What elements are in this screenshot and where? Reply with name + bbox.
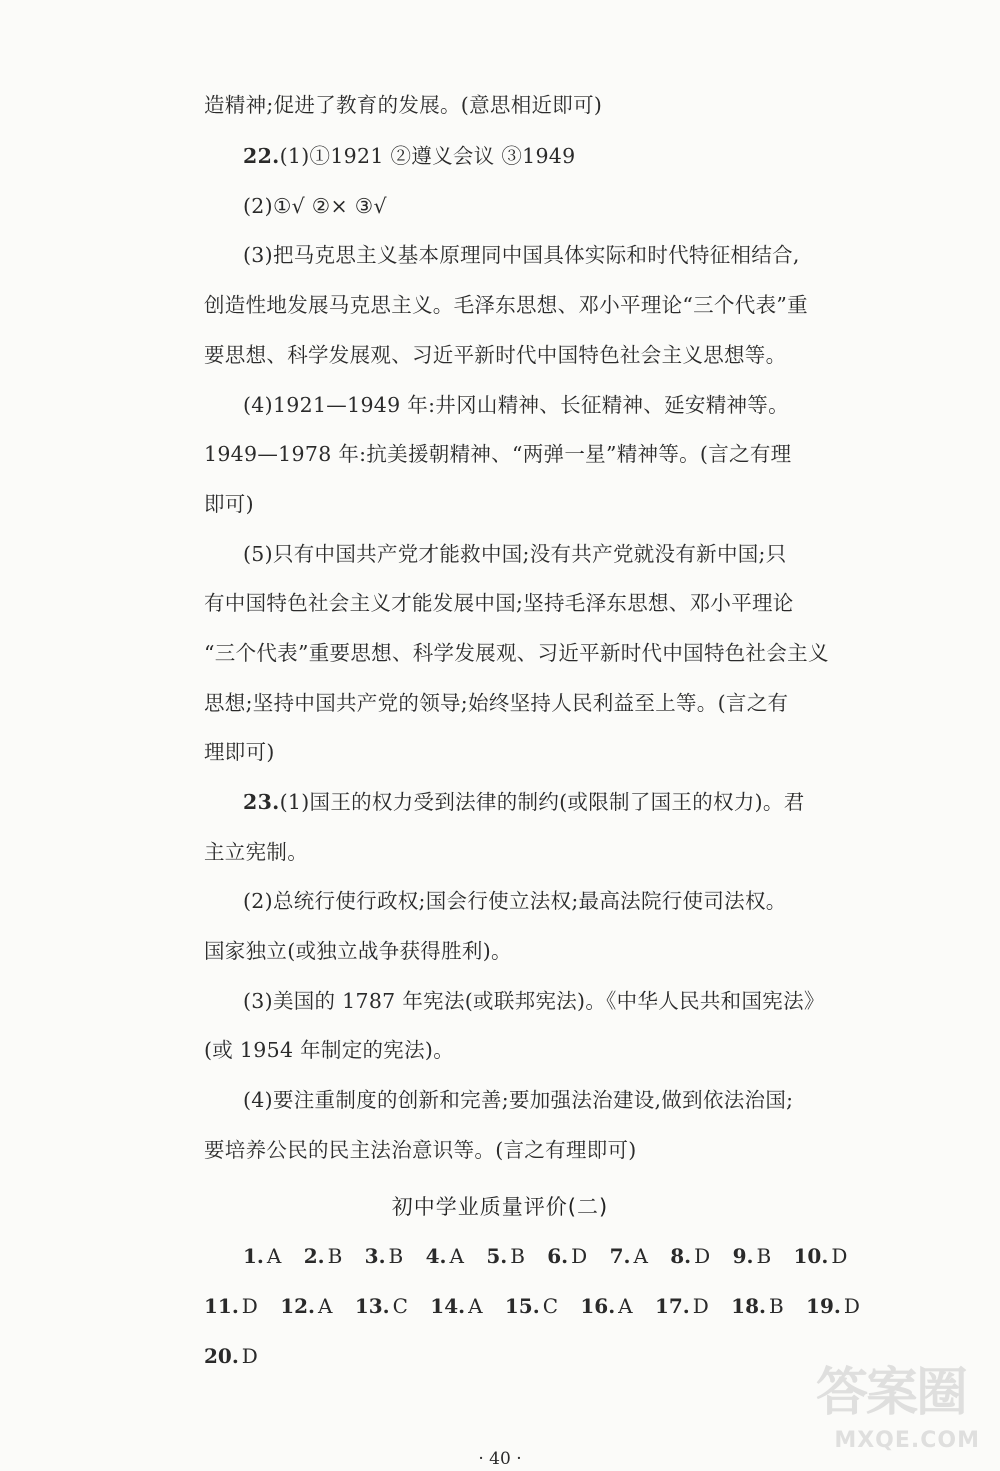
- answer-item: [731, 1293, 784, 1319]
- answer-choice: A: [449, 1244, 464, 1268]
- answer-choice: D: [694, 1244, 711, 1268]
- answer-item: [426, 1243, 464, 1269]
- question-number: 23.: [243, 790, 280, 814]
- answer-item: [610, 1243, 648, 1269]
- answer-number: 11.: [204, 1294, 239, 1318]
- question-number: 22.: [243, 144, 280, 168]
- text-line: (2)①√ ②× ③√: [243, 194, 387, 218]
- text-line: 有中国特色社会主义才能发展中国;坚持毛泽东思想、邓小平理论: [204, 591, 794, 615]
- question-23-line-1: [243, 789, 805, 815]
- answer-choice: C: [392, 1294, 408, 1318]
- answer-number: 9.: [732, 1244, 754, 1268]
- text-line: (或 1954 年制定的宪法)。: [204, 1038, 454, 1062]
- watermark-main: 答案圈: [815, 1363, 966, 1423]
- answer-number: 2.: [303, 1244, 325, 1268]
- text-line: (4)要注重制度的创新和完善;要加强法治建设,做到依法治国;: [243, 1088, 794, 1112]
- text-line: 创造性地发展马克思主义。毛泽东思想、邓小平理论“三个代表”重: [204, 293, 808, 317]
- answer-number: 6.: [547, 1244, 569, 1268]
- answer-item: [280, 1293, 332, 1319]
- answer-number: 3.: [364, 1244, 386, 1268]
- answer-choice: D: [843, 1294, 860, 1318]
- text-line: 造精神;促进了教育的发展。(意思相近即可): [204, 93, 603, 117]
- answer-number: 8.: [670, 1244, 692, 1268]
- question-22-line-1: [243, 143, 576, 169]
- answer-number: 18.: [731, 1294, 766, 1318]
- watermark-logo: [814, 1363, 984, 1463]
- text-line: (3)美国的 1787 年宪法(或联邦宪法)。《中华人民共和国宪法》: [243, 989, 825, 1013]
- text-line: 1949—1978 年:抗美援朝精神、“两弹一星”精神等。(言之有理: [204, 442, 792, 466]
- answer-number: 16.: [580, 1294, 616, 1318]
- answer-item: [365, 1243, 404, 1269]
- text-line: 即可): [204, 492, 254, 516]
- answer-item: [806, 1293, 860, 1319]
- answer-number: 1.: [243, 1244, 264, 1268]
- answer-choice: B: [388, 1244, 404, 1268]
- answer-item: [794, 1243, 848, 1269]
- text-line: 要培养公民的民主法治意识等。(言之有理即可): [204, 1138, 637, 1162]
- answer-choice: B: [756, 1244, 772, 1268]
- answer-choice: B: [327, 1244, 343, 1268]
- answer-item: [655, 1293, 709, 1319]
- text-line: 主立宪制。: [204, 840, 308, 864]
- answer-number: 7.: [609, 1244, 631, 1268]
- answer-choice: A: [468, 1294, 483, 1318]
- answer-choice: B: [768, 1294, 784, 1318]
- text-line: 国家独立(或独立战争获得胜利)。: [204, 939, 512, 963]
- answer-choice: D: [571, 1244, 588, 1268]
- answer-number: 15.: [504, 1294, 540, 1318]
- section-heading: 初中学业质量评价(二): [391, 1195, 609, 1219]
- answer-choice: C: [542, 1294, 558, 1318]
- text-line: 思想;坚持中国共产党的领导;始终坚持人民利益至上等。(言之有: [204, 691, 789, 715]
- text-line: 要思想、科学发展观、习近平新时代中国特色社会主义思想等。: [204, 343, 787, 367]
- answer-item: [505, 1293, 558, 1319]
- answer-number: 17.: [654, 1294, 690, 1318]
- answer-item: [204, 1343, 258, 1369]
- watermark-url: MXQE.COM: [834, 1428, 980, 1453]
- answer-choice: D: [831, 1244, 848, 1268]
- answer-choice: B: [510, 1244, 525, 1268]
- answer-number: 13.: [354, 1294, 390, 1318]
- answer-item: [733, 1243, 772, 1269]
- answer-choice: A: [633, 1244, 648, 1268]
- answer-item: [670, 1243, 710, 1269]
- text-line: “三个代表”重要思想、科学发展观、习近平新时代中国特色社会主义: [204, 641, 829, 665]
- text-line: (4)1921—1949 年:井冈山精神、长征精神、延安精神等。: [243, 393, 789, 417]
- answer-item: [355, 1293, 408, 1319]
- answer-number: 10.: [793, 1244, 829, 1268]
- answer-choice: A: [266, 1244, 282, 1268]
- text-line: 理即可): [204, 740, 275, 764]
- answer-number: 12.: [280, 1294, 315, 1318]
- answer-row: [204, 1343, 274, 1369]
- answer-number: 4.: [425, 1244, 447, 1268]
- answer-item: [486, 1243, 525, 1269]
- answer-item: [304, 1243, 343, 1269]
- text-line: (3)把马克思主义基本原理同中国具体实际和时代特征相结合,: [243, 243, 800, 267]
- answer-choice: D: [241, 1294, 258, 1318]
- answer-number: 14.: [430, 1294, 466, 1318]
- answer-choice: A: [618, 1294, 633, 1318]
- text-line: (1)①1921 ②遵义会议 ③1949: [279, 144, 576, 168]
- answer-choice: A: [318, 1294, 333, 1318]
- answer-item: [430, 1293, 482, 1319]
- answer-row: [204, 1293, 876, 1319]
- page-number: · 40 ·: [478, 1449, 522, 1469]
- text-line: (5)只有中国共产党才能救中国;没有共产党就没有新中国;只: [243, 542, 787, 566]
- answer-choice: D: [692, 1294, 709, 1318]
- answer-number: 19.: [806, 1294, 841, 1318]
- answer-item: [580, 1293, 632, 1319]
- answer-row: [243, 1243, 863, 1269]
- answer-choice: D: [241, 1344, 258, 1368]
- text-line: (1)国王的权力受到法律的制约(或限制了国王的权力)。君: [279, 790, 805, 814]
- answer-number: 5.: [486, 1244, 508, 1268]
- answer-item: [243, 1243, 281, 1269]
- text-line: (2)总统行使行政权;国会行使立法权;最高法院行使司法权。: [243, 889, 787, 913]
- answer-number: 20.: [204, 1344, 239, 1368]
- answer-item: [204, 1293, 258, 1319]
- answer-item: [547, 1243, 587, 1269]
